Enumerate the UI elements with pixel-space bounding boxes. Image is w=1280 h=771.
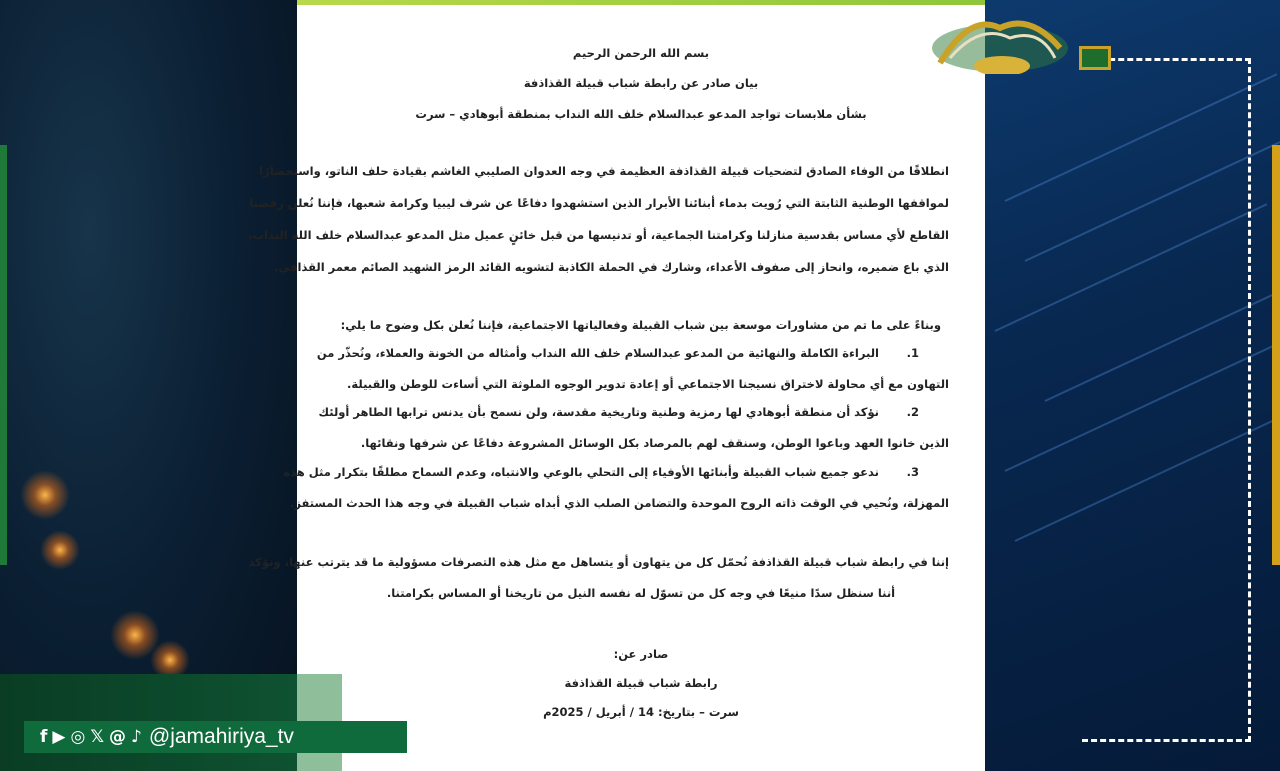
green-flag-square — [1079, 46, 1111, 70]
item-text: نؤكد أن منطقة أبوهادي لها رمزية وطنية وتاريخية مقدسة، ولن نسمح بأن يدنس ترابها الطاهر أولئك — [318, 405, 879, 419]
list-item-2 — [318, 405, 919, 419]
document-title: بيان صادر عن رابطة شباب قبيلة القذاذفة — [523, 76, 759, 90]
facebook-icon[interactable]: f — [40, 727, 48, 747]
left-accent-bar — [0, 145, 7, 565]
x-icon[interactable]: 𝕏 — [90, 727, 105, 747]
basmala: بسم الله الرحمن الرحيم — [572, 46, 710, 60]
issued-by-label: صادر عن: — [613, 647, 669, 661]
list-item-1-cont: التهاون مع أي محاولة لاختراق نسيجنا الاجتماعي أو إعادة تدوير الوجوه الملوثة التي أساءت للوطن والقبيلة. — [347, 377, 949, 391]
intro-line: القاطع لأي مساس بقدسية منازلنا وكرامتنا الجماعية، أو تدنيسها من قبل خائنٍ عميل مثل المدعو عبدالسلام خلف الله النداب، — [248, 228, 949, 242]
closing-line: إننا في رابطة شباب قبيلة القذاذفة نُحمّل كل من يتهاون أو يتساهل مع مثل هذه التصرفات مسؤولية ما قد يترتب عنها، ونؤكد — [248, 555, 949, 569]
item-text: ندعو جميع شباب القبيلة وأبنائها الأوفياء إلى التحلي بالوعي والانتباه، وعدم السماح مطلقًا بتكرار مثل هذه — [283, 465, 879, 479]
dashed-frame — [1082, 58, 1251, 742]
tiktok-icon[interactable]: ♪ — [131, 727, 142, 747]
lead-in: وبناءً على ما تم من مشاورات موسعة بين شباب القبيلة وفعالياتها الاجتماعية، فإننا نُعلن بكل وضوح ما يلي: — [340, 318, 941, 332]
document-subject: بشأن ملابسات تواجد المدعو عبدالسلام خلف الله النداب بمنطقة أبوهادي – سرت — [415, 107, 867, 121]
intro-line: الذي باع ضميره، وانحاز إلى صفوف الأعداء، وشارك في الحملة الكاذبة لتشويه القائد الرمز الشهيد الصائم معمر القذافي. — [274, 260, 949, 274]
item-number: 2. — [906, 405, 919, 419]
intro-line: لمواقفها الوطنية الثابتة التي رُويت بدماء أبنائنا الأبرار الذين استشهدوا دفاعًا عن شرف ليبيا وكرامة شعبها، فإننا نُعلن رفضنا — [249, 196, 949, 210]
intro-line: انطلاقًا من الوفاء الصادق لتضحيات قبيلة القذاذفة العظيمة في وجه العدوان الصليبي الغاشم بقيادة حلف الناتو، واستحضارًا — [259, 164, 949, 178]
statement-document — [248, 0, 985, 771]
item-text: البراءة الكاملة والنهائية من المدعو عبدالسلام خلف الله النداب وأمثاله من الخونة والعملاء، ونُحذّر من — [316, 346, 879, 360]
place-date: سرت – بتاريخ: 14 / أبريل / 2025م — [543, 705, 739, 719]
item-number: 1. — [906, 346, 919, 360]
document-top-line — [297, 0, 985, 5]
instagram-icon[interactable]: ◎ — [70, 727, 86, 747]
list-item-3-cont: المهزلة، ونُحيي في الوقت ذاته الروح الموحدة والتضامن الصلب الذي أبداه شباب القبيلة في وجه هذا الحدث المستفز. — [289, 496, 949, 510]
channel-logo — [930, 8, 1070, 74]
closing-line: أننا سنظل سدًا منيعًا في وجه كل من تسوّل له نفسه النيل من تاريخنا أو المساس بكرامتنا. — [386, 586, 896, 600]
list-item-3 — [283, 465, 919, 479]
right-accent-bar — [1272, 145, 1280, 565]
list-item-2-cont: الذين خانوا العهد وباعوا الوطن، وسنقف لهم بالمرصاد بكل الوسائل المشروعة دفاعًا عن شرفها ونقائها. — [360, 436, 949, 450]
social-banner — [24, 721, 407, 753]
item-number: 3. — [906, 465, 919, 479]
social-handle[interactable]: @jamahiriya_tv — [148, 725, 294, 748]
list-item-1 — [316, 346, 919, 360]
threads-icon[interactable]: @ — [109, 727, 127, 747]
youtube-icon[interactable]: ▶ — [52, 727, 66, 747]
background-left — [0, 0, 297, 771]
issuer-name: رابطة شباب قبيلة القذاذفة — [564, 676, 718, 690]
